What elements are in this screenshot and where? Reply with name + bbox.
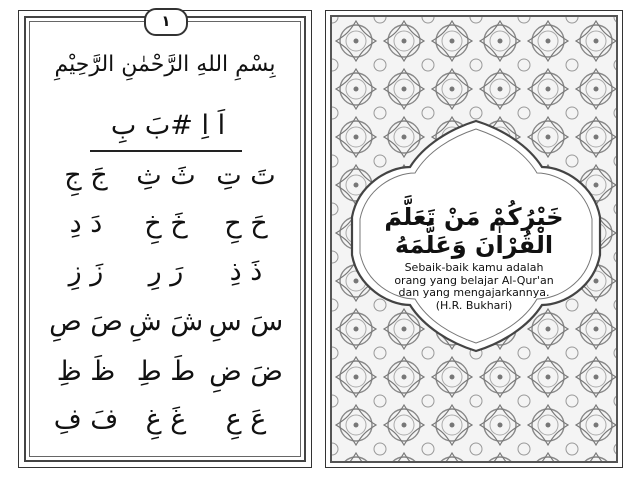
hadith-calligraphy: خَيْرُكُمْ مَنْ تَعَلَّمَ الْقُرْاٰنَ وَعَلَّمَهُ [384, 203, 564, 259]
letter-cell: تَ تِ [216, 160, 276, 191]
letter-grid [38, 160, 294, 450]
letter-cell: عَ عِ [225, 404, 267, 435]
letter-cell: ذَ ذِ [229, 256, 263, 287]
letter-cell: ظَ ظِ [56, 356, 116, 387]
header-underline [90, 150, 242, 152]
letter-cell: جَ جِ [64, 160, 108, 191]
hadith-translation [370, 262, 578, 312]
left-page [18, 10, 312, 468]
letter-cell: خَ خِ [144, 208, 188, 239]
letter-cell: ثَ ثِ [136, 160, 196, 191]
quote-line: orang yang belajar Al-Qur'an [394, 273, 554, 287]
letter-cell: سَ سِ [208, 306, 284, 337]
quote-line: Sebaik-baik kamu adalah [404, 261, 544, 274]
letter-cell: دَ دِ [69, 208, 103, 239]
quote-source: (H.R. Bukhari) [435, 298, 513, 312]
letter-cell: غَ غِ [145, 404, 187, 435]
right-page [325, 10, 623, 468]
letter-cell: ضَ ضِ [209, 356, 283, 387]
bismillah-heading: بِسْمِ اللهِ الرَّحْمٰنِ الرَّحِيْمِ [54, 52, 276, 77]
letter-cell: شَ شِ [128, 306, 204, 337]
page-number: ١ [144, 8, 188, 36]
letter-cell: زَ زِ [68, 256, 104, 287]
letter-cell: صَ صِ [49, 306, 123, 337]
letter-cell: طَ طِ [136, 356, 196, 387]
quote-line: dan yang mengajarkannya. [398, 286, 550, 299]
letter-cell: حَ حِ [224, 208, 268, 239]
letter-cell: فَ فِ [53, 404, 119, 435]
letter-cell: رَ رِ [148, 256, 184, 287]
header-letter-row: اَ اِ #بَ بِ [110, 110, 226, 141]
